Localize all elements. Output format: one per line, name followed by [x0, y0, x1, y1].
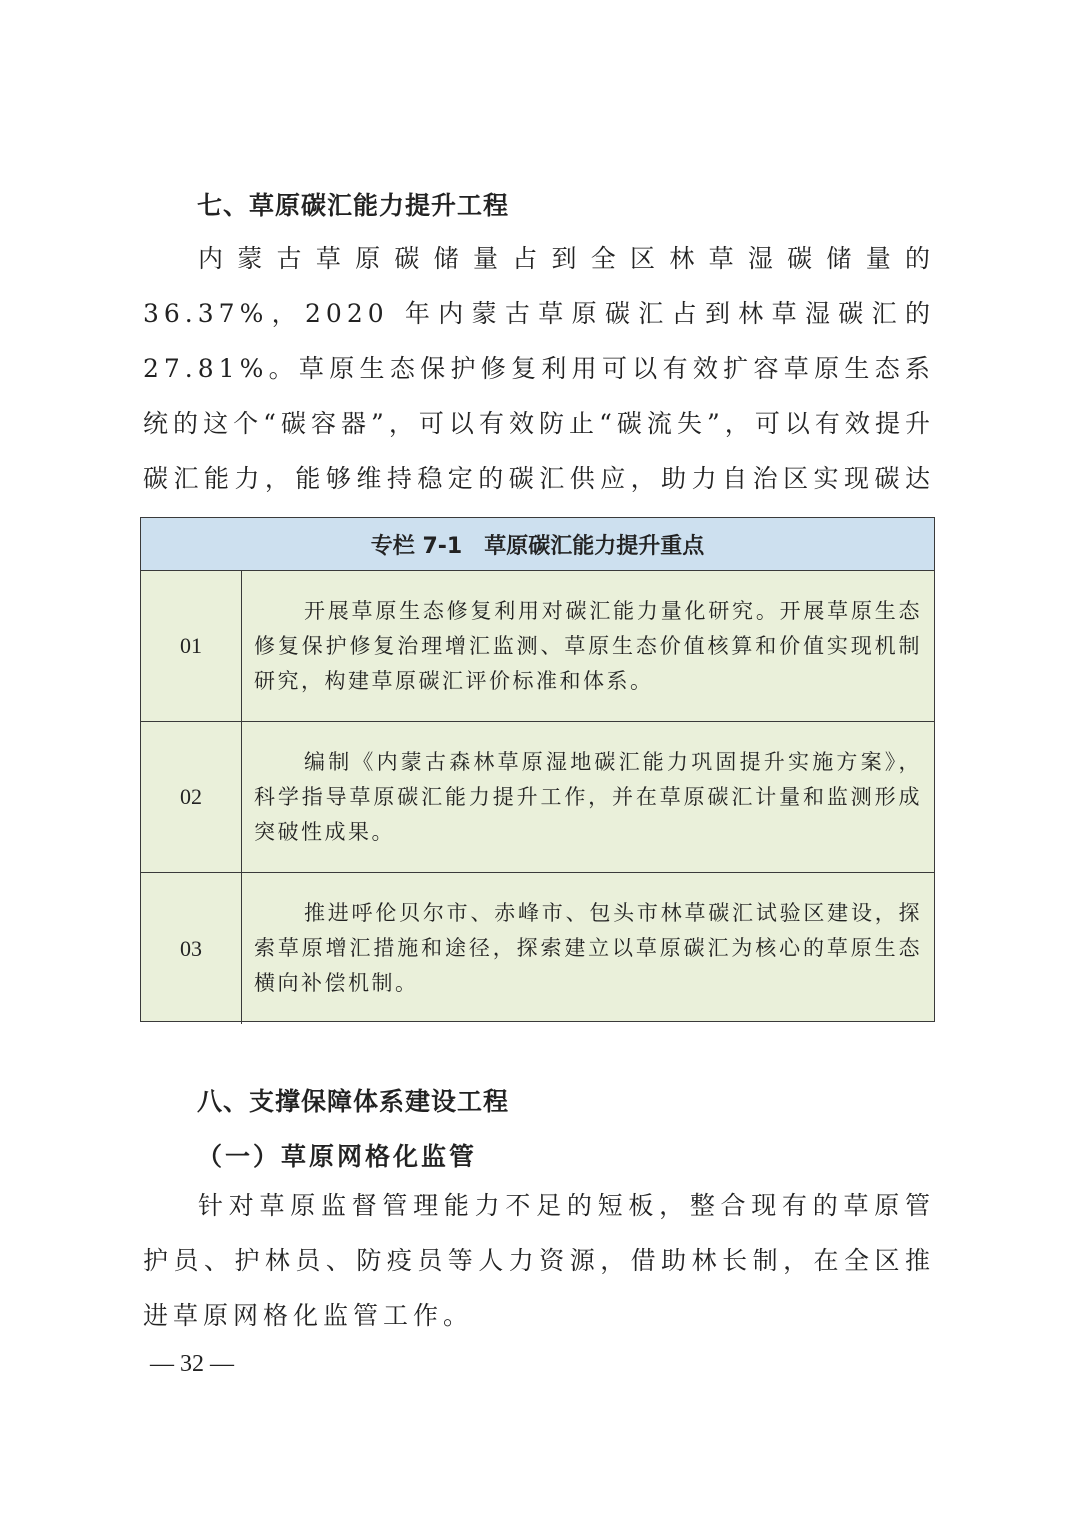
row-content [242, 873, 934, 1024]
row-text: 编制《内蒙古森林草原湿地碳汇能力巩固提升实施方案》，科学指导草原碳汇能力提升工作，并在草原碳汇计量和监测形成突破性成果。 [254, 749, 922, 844]
feature-box [140, 517, 935, 1022]
section-7-paragraph: 内蒙古草原碳储量占到全区林草湿碳储量的 36.37%，2020 年内蒙古草原碳汇占到林草湿碳汇的 27.81%。草原生态保护修复利用可以有效扩容草原生态系统的这个“碳容器”，可以有效防止“碳流失”，可以有效提升碳汇能力，能够维持稳定的碳汇供应，助力自治区实现碳达 [143, 244, 935, 493]
row-content [242, 722, 934, 872]
row-content [242, 571, 934, 721]
section-8-heading: 八、支撑保障体系建设工程 [197, 1087, 510, 1116]
feature-box-row [141, 571, 934, 722]
page-number: — 32 — [150, 1351, 234, 1377]
feature-box-row [141, 722, 934, 873]
feature-box-row [141, 873, 934, 1024]
row-text: 开展草原生态修复利用对碳汇能力量化研究。开展草原生态修复保护修复治理增汇监测、草原生态价值核算和价值实现机制研究，构建草原碳汇评价标准和体系。 [254, 598, 922, 693]
section-8-subheading: （一）草原网格化监管 [197, 1142, 478, 1171]
feature-box-title: 专栏 7-1 草原碳汇能力提升重点 [141, 518, 934, 571]
row-number: 02 [141, 722, 242, 872]
section-7-heading: 七、草原碳汇能力提升工程 [197, 191, 510, 220]
row-text: 推进呼伦贝尔市、赤峰市、包头市林草碳汇试验区建设，探索草原增汇措施和途径，探索建立以草原碳汇为核心的草原生态横向补偿机制。 [254, 901, 922, 995]
section-8-paragraph: 针对草原监督管理能力不足的短板，整合现有的草原管护员、护林员、防疫员等人力资源，借助林长制，在全区推进草原网格化监管工作。 [143, 1191, 935, 1330]
row-number: 01 [141, 571, 242, 721]
row-number: 03 [141, 873, 242, 1024]
